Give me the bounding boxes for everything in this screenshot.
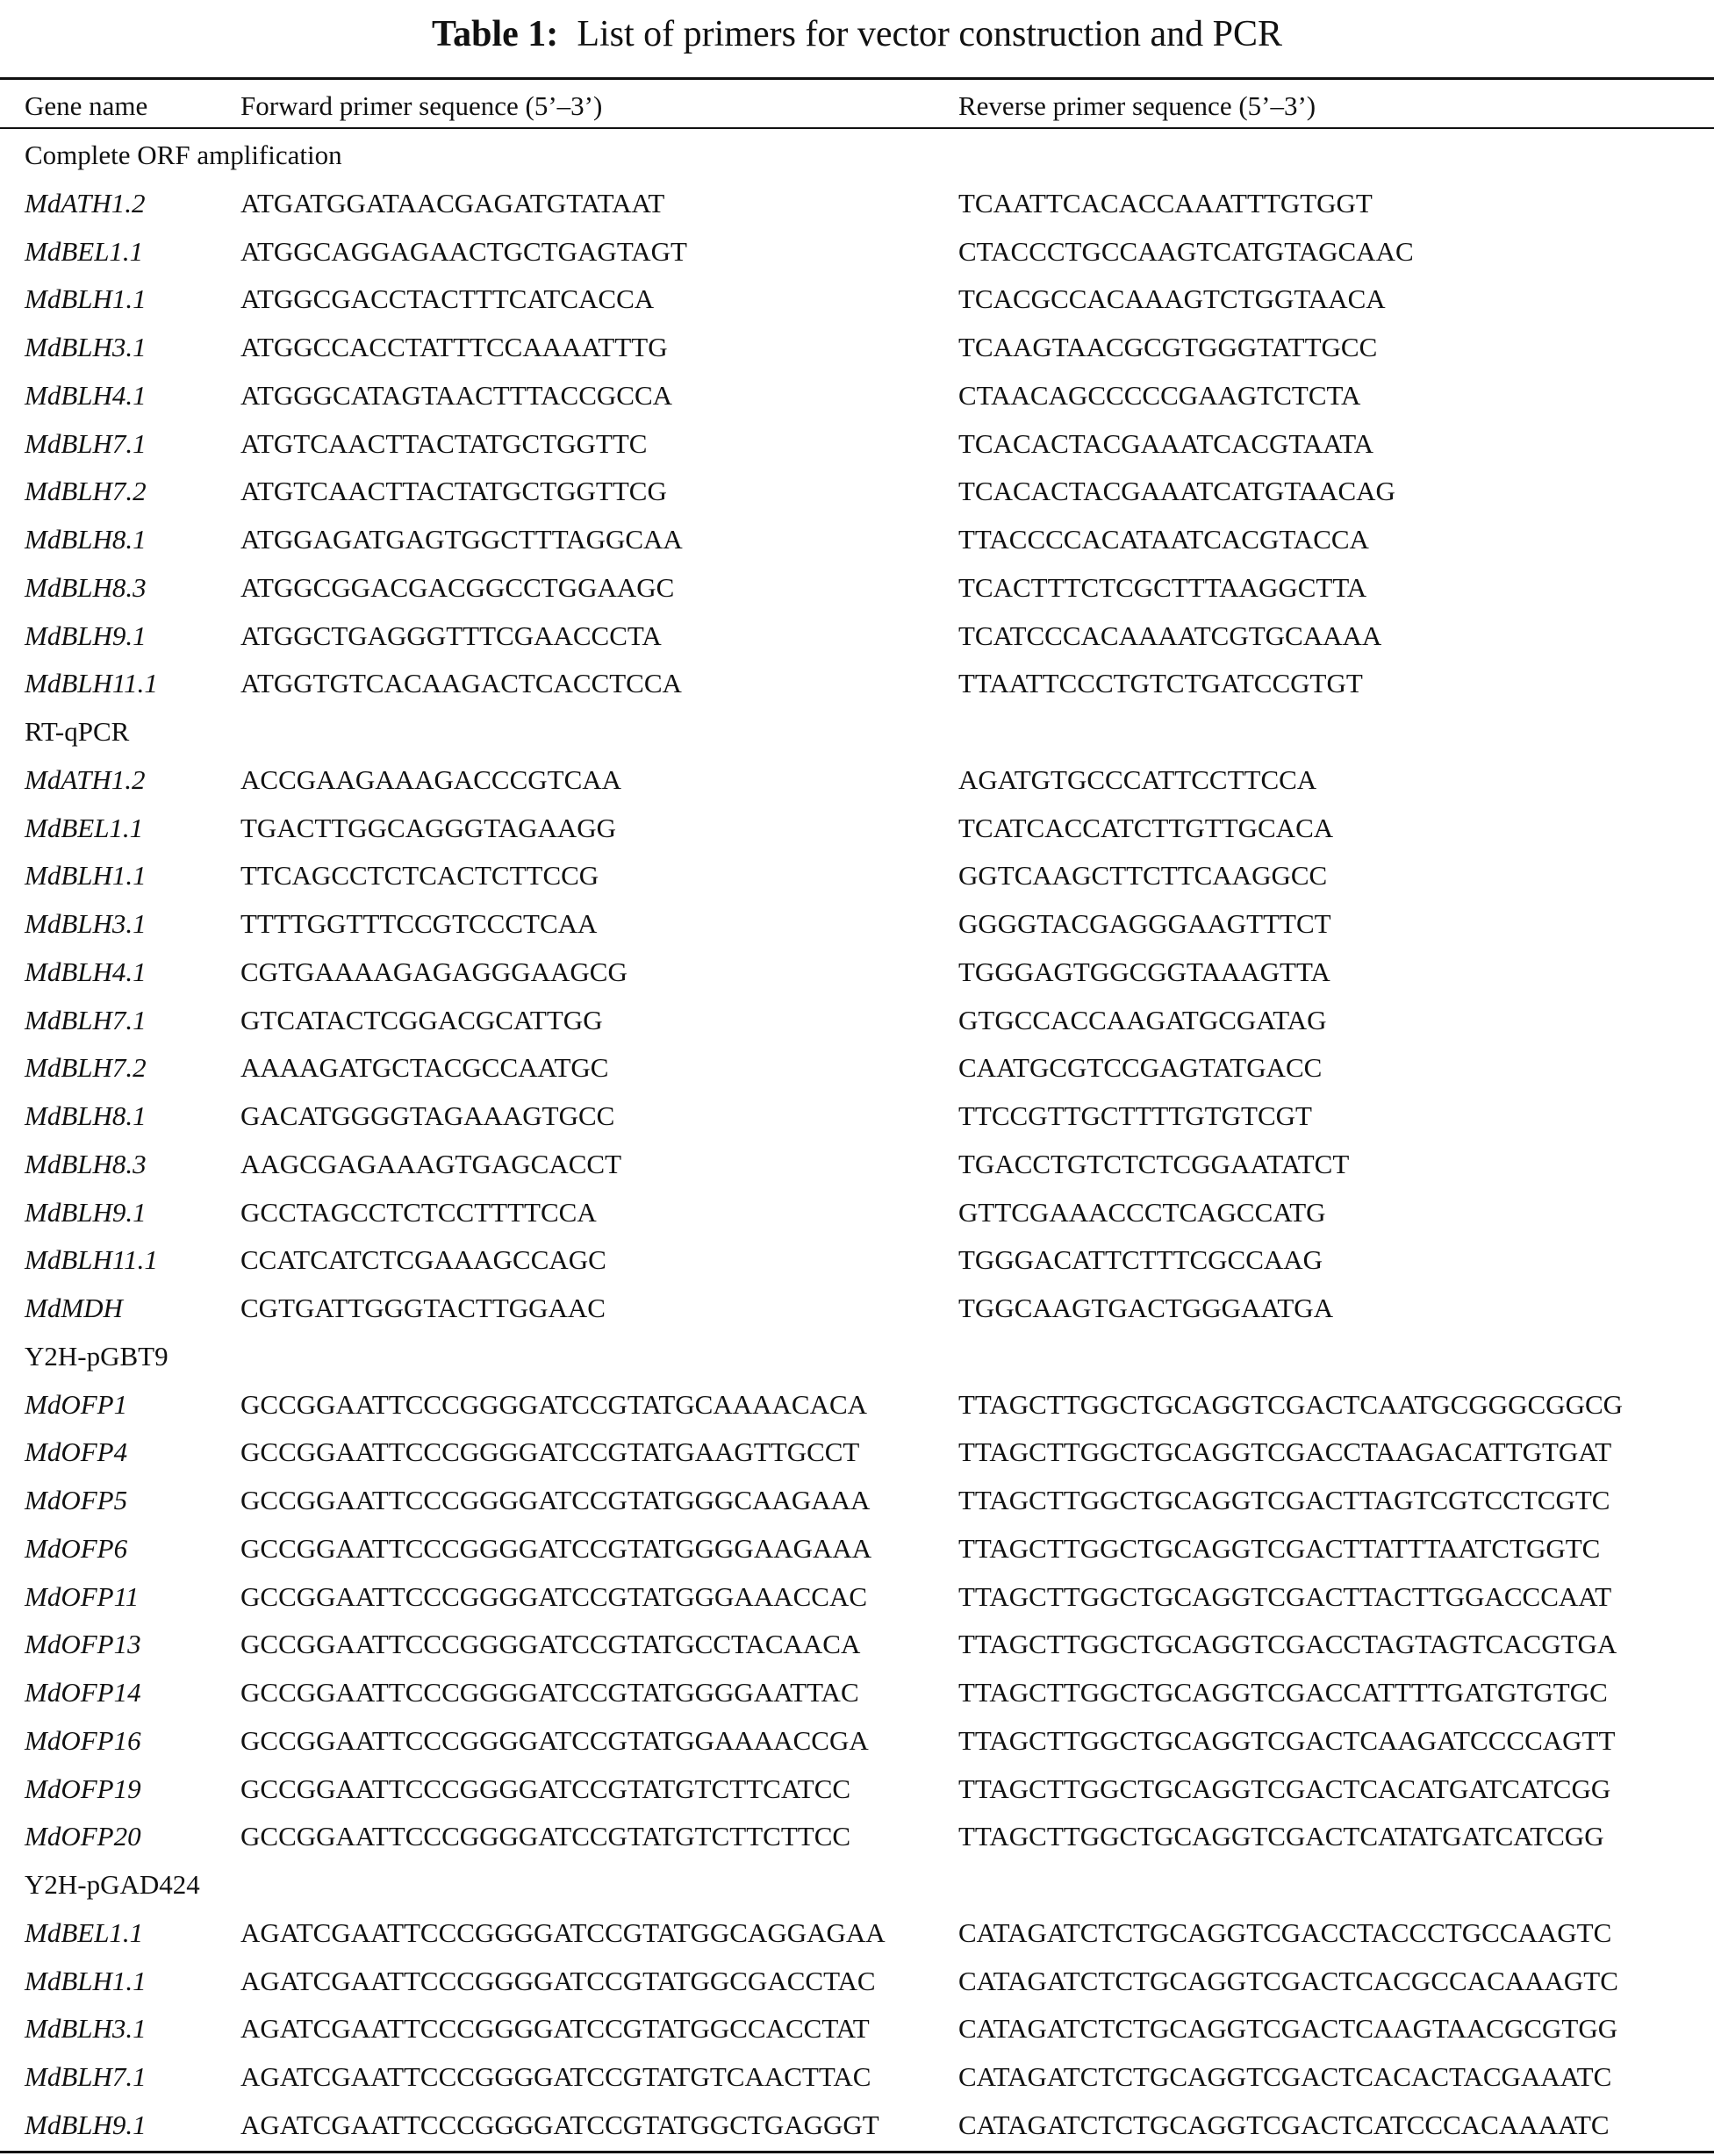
cell-forward-primer: ATGGCAGGAGAACTGCTGAGTAGT bbox=[240, 235, 687, 267]
section-title: RT-qPCR bbox=[25, 716, 130, 747]
cell-forward-primer: ATGTCAACTTACTATGCTGGTTC bbox=[240, 427, 648, 459]
cell-reverse-primer: TCACACTACGAAATCACGTAATA bbox=[958, 427, 1374, 459]
cell-gene-name: MdBLH1.1 bbox=[25, 1965, 147, 1996]
cell-forward-primer: CCATCATCTCGAAAGCCAGC bbox=[240, 1244, 606, 1276]
cell-forward-primer: GCCGGAATTCCCGGGGATCCGTATGAAGTTGCCT bbox=[240, 1436, 860, 1468]
cell-gene-name: MdOFP4 bbox=[25, 1436, 128, 1468]
table-row bbox=[0, 371, 1714, 419]
cell-gene-name: MdBLH7.1 bbox=[25, 427, 147, 459]
cell-gene-name: MdBLH7.1 bbox=[25, 2061, 147, 2092]
cell-reverse-primer: TGGGACATTCTTTCGCCAAG bbox=[958, 1244, 1323, 1276]
table-row bbox=[0, 1092, 1714, 1140]
table-row bbox=[0, 563, 1714, 612]
header-reverse-primer: Reverse primer sequence (5’–3’) bbox=[958, 90, 1316, 121]
section-header-row bbox=[0, 1860, 1714, 1909]
table-row bbox=[0, 1668, 1714, 1716]
cell-reverse-primer: TCAATTCACACCAAATTTGTGGT bbox=[958, 187, 1373, 218]
cell-reverse-primer: TTAGCTTGGCTGCAGGTCGACTTATTTAATCTGGTC bbox=[958, 1532, 1601, 1564]
cell-forward-primer: GCCGGAATTCCCGGGGATCCGTATGGGGAATTAC bbox=[240, 1677, 859, 1708]
cell-reverse-primer: CTACCCTGCCAAGTCATGTAGCAAC bbox=[958, 235, 1414, 267]
cell-gene-name: MdBLH3.1 bbox=[25, 332, 147, 362]
cell-gene-name: MdBLH11.1 bbox=[25, 1244, 158, 1276]
cell-reverse-primer: TTAGCTTGGCTGCAGGTCGACTCACATGATCATCGG bbox=[958, 1773, 1611, 1804]
section-header-row bbox=[0, 131, 1714, 179]
cell-gene-name: MdOFP6 bbox=[25, 1532, 128, 1564]
section-header-row bbox=[0, 1332, 1714, 1380]
table-row bbox=[0, 2052, 1714, 2101]
cell-gene-name: MdBLH3.1 bbox=[25, 908, 147, 939]
cell-gene-name: MdBLH9.1 bbox=[25, 2109, 147, 2140]
cell-reverse-primer: CATAGATCTCTGCAGGTCGACTCAAGTAACGCGTGG bbox=[958, 2013, 1618, 2045]
table-row bbox=[0, 804, 1714, 852]
cell-gene-name: MdBEL1.1 bbox=[25, 235, 144, 267]
cell-gene-name: MdBLH9.1 bbox=[25, 620, 147, 651]
table-row bbox=[0, 1909, 1714, 1957]
section-header-row bbox=[0, 707, 1714, 756]
cell-reverse-primer: TTAATTCCCTGTCTGATCCGTGT bbox=[958, 668, 1363, 699]
cell-gene-name: MdBLH8.3 bbox=[25, 1148, 147, 1179]
cell-reverse-primer: CATAGATCTCTGCAGGTCGACTCACGCCACAAAGTC bbox=[958, 1965, 1618, 1996]
cell-gene-name: MdOFP14 bbox=[25, 1677, 141, 1708]
cell-reverse-primer: TTCCGTTGCTTTTGTGTCGT bbox=[958, 1100, 1312, 1131]
cell-reverse-primer: TGACCTGTCTCTCGGAATATCT bbox=[958, 1148, 1350, 1179]
table-row bbox=[0, 996, 1714, 1044]
table-row bbox=[0, 1765, 1714, 1813]
cell-forward-primer: GCCGGAATTCCCGGGGATCCGTATGCAAAACACA bbox=[240, 1388, 868, 1420]
cell-forward-primer: GCCGGAATTCCCGGGGATCCGTATGTCTTCATCC bbox=[240, 1773, 851, 1804]
cell-gene-name: MdBLH3.1 bbox=[25, 2013, 147, 2045]
table-row bbox=[0, 756, 1714, 804]
cell-forward-primer: ATGATGGATAACGAGATGTATAAT bbox=[240, 187, 665, 218]
cell-forward-primer: AAGCGAGAAAGTGAGCACCT bbox=[240, 1148, 621, 1179]
cell-reverse-primer: TCATCCCACAAAATCGTGCAAAA bbox=[958, 620, 1382, 651]
table-row bbox=[0, 1188, 1714, 1236]
cell-forward-primer: GTCATACTCGGACGCATTGG bbox=[240, 1004, 603, 1035]
table-row bbox=[0, 659, 1714, 707]
cell-reverse-primer: TCAAGTAACGCGTGGGTATTGCC bbox=[958, 332, 1378, 362]
table-row bbox=[0, 2004, 1714, 2052]
cell-gene-name: MdBLH7.1 bbox=[25, 1004, 147, 1035]
table-row bbox=[0, 179, 1714, 227]
cell-reverse-primer: TCACGCCACAAAGTCTGGTAACA bbox=[958, 283, 1386, 315]
table-row bbox=[0, 1476, 1714, 1524]
cell-reverse-primer: TTAGCTTGGCTGCAGGTCGACCTAAGACATTGTGAT bbox=[958, 1436, 1612, 1468]
cell-gene-name: MdBLH8.1 bbox=[25, 524, 147, 555]
cell-forward-primer: CGTGAAAAGAGAGGGAAGCG bbox=[240, 956, 628, 987]
cell-reverse-primer: TTAGCTTGGCTGCAGGTCGACCATTTTGATGTGTGC bbox=[958, 1677, 1608, 1708]
cell-forward-primer: TTCAGCCTCTCACTCTTCCG bbox=[240, 860, 599, 892]
cell-reverse-primer: TTAGCTTGGCTGCAGGTCGACTTACTTGGACCCAAT bbox=[958, 1580, 1612, 1612]
table-row bbox=[0, 2101, 1714, 2149]
cell-gene-name: MdOFP19 bbox=[25, 1773, 141, 1804]
cell-forward-primer: ATGTCAACTTACTATGCTGGTTCG bbox=[240, 476, 667, 507]
cell-reverse-primer: TTAGCTTGGCTGCAGGTCGACTTAGTCGTCCTCGTC bbox=[958, 1485, 1610, 1515]
cell-reverse-primer: GTGCCACCAAGATGCGATAG bbox=[958, 1004, 1327, 1035]
table-row bbox=[0, 1812, 1714, 1860]
cell-gene-name: MdBLH8.1 bbox=[25, 1100, 147, 1131]
cell-gene-name: MdOFP13 bbox=[25, 1629, 141, 1660]
cell-reverse-primer: TCACTTTCTCGCTTTAAGGCTTA bbox=[958, 571, 1367, 603]
cell-reverse-primer: TTAGCTTGGCTGCAGGTCGACTCAATGCGGGCGGCG bbox=[958, 1388, 1624, 1420]
cell-reverse-primer: CTAACAGCCCCCGAAGTCTCTA bbox=[958, 379, 1361, 411]
cell-forward-primer: ATGGTGTCACAAGACTCACCTCCA bbox=[240, 668, 682, 699]
section-title: Complete ORF amplification bbox=[25, 140, 342, 170]
table-row bbox=[0, 1957, 1714, 2005]
table-row bbox=[0, 1140, 1714, 1188]
table-bottom-rule bbox=[0, 2151, 1714, 2153]
cell-forward-primer: GCCTAGCCTCTCCTTTTCCA bbox=[240, 1196, 597, 1228]
cell-reverse-primer: CATAGATCTCTGCAGGTCGACTCATCCCACAAAATC bbox=[958, 2109, 1610, 2140]
cell-reverse-primer: TTAGCTTGGCTGCAGGTCGACCTAGTAGTCACGTGA bbox=[958, 1629, 1617, 1660]
table-row bbox=[0, 1524, 1714, 1572]
cell-gene-name: MdOFP1 bbox=[25, 1388, 128, 1420]
cell-forward-primer: AGATCGAATTCCCGGGGATCCGTATGGCAGGAGAA bbox=[240, 1916, 886, 1948]
cell-forward-primer: ATGGAGATGAGTGGCTTTAGGCAA bbox=[240, 524, 683, 555]
cell-forward-primer: GACATGGGGTAGAAAGTGCC bbox=[240, 1100, 615, 1131]
cell-forward-primer: ATGGGCATAGTAACTTTACCGCCA bbox=[240, 379, 673, 411]
cell-reverse-primer: AGATGTGCCCATTCCTTCCA bbox=[958, 763, 1317, 795]
cell-gene-name: MdBLH1.1 bbox=[25, 283, 147, 315]
cell-forward-primer: ACCGAAGAAAGACCCGTCAA bbox=[240, 763, 622, 795]
table-row bbox=[0, 1572, 1714, 1621]
table-row bbox=[0, 612, 1714, 660]
table-row bbox=[0, 1043, 1714, 1092]
table-row bbox=[0, 323, 1714, 371]
cell-forward-primer: ATGGCCACCTATTTCCAAAATTTG bbox=[240, 332, 668, 362]
table-row bbox=[0, 419, 1714, 468]
table-row bbox=[0, 275, 1714, 323]
cell-forward-primer: ATGGCGACCTACTTTCATCACCA bbox=[240, 283, 655, 315]
cell-gene-name: MdOFP5 bbox=[25, 1485, 128, 1515]
cell-reverse-primer: CATAGATCTCTGCAGGTCGACTCACACTACGAAATC bbox=[958, 2061, 1612, 2092]
table-row bbox=[0, 1380, 1714, 1429]
cell-gene-name: MdOFP11 bbox=[25, 1580, 140, 1612]
cell-forward-primer: GCCGGAATTCCCGGGGATCCGTATGTCTTCTTCC bbox=[240, 1821, 851, 1852]
table-row bbox=[0, 1620, 1714, 1668]
cell-forward-primer: ATGGCGGACGACGGCCTGGAAGC bbox=[240, 571, 675, 603]
cell-forward-primer: AGATCGAATTCCCGGGGATCCGTATGGCCACCTAT bbox=[240, 2013, 870, 2045]
cell-gene-name: MdBLH4.1 bbox=[25, 379, 147, 411]
cell-forward-primer: AGATCGAATTCCCGGGGATCCGTATGGCTGAGGGT bbox=[240, 2109, 879, 2140]
cell-forward-primer: GCCGGAATTCCCGGGGATCCGTATGCCTACAACA bbox=[240, 1629, 861, 1660]
cell-forward-primer: CGTGATTGGGTACTTGGAAC bbox=[240, 1293, 606, 1323]
cell-forward-primer: GCCGGAATTCCCGGGGATCCGTATGGGGAAGAAA bbox=[240, 1532, 872, 1564]
cell-forward-primer: AGATCGAATTCCCGGGGATCCGTATGTCAACTTAC bbox=[240, 2061, 871, 2092]
cell-gene-name: MdBLH4.1 bbox=[25, 956, 147, 987]
table-row bbox=[0, 227, 1714, 276]
table-caption-label: Table 1: bbox=[431, 14, 559, 54]
table-row bbox=[0, 1236, 1714, 1284]
cell-reverse-primer: CATAGATCTCTGCAGGTCGACCTACCCTGCCAAGTC bbox=[958, 1916, 1612, 1948]
cell-reverse-primer: TTAGCTTGGCTGCAGGTCGACTCATATGATCATCGG bbox=[958, 1821, 1604, 1852]
cell-forward-primer: GCCGGAATTCCCGGGGATCCGTATGGGAAACCAC bbox=[240, 1580, 868, 1612]
cell-gene-name: MdBLH7.2 bbox=[25, 476, 147, 507]
cell-reverse-primer: TTACCCCACATAATCACGTACCA bbox=[958, 524, 1369, 555]
cell-forward-primer: TTTTGGTTTCCGTCCCTCAA bbox=[240, 908, 598, 939]
cell-gene-name: MdBEL1.1 bbox=[25, 1916, 144, 1948]
table-row bbox=[0, 1716, 1714, 1765]
cell-reverse-primer: GGGGTACGAGGGAAGTTTCT bbox=[958, 908, 1331, 939]
table-row bbox=[0, 1428, 1714, 1476]
cell-gene-name: MdATH1.2 bbox=[25, 187, 146, 218]
table-caption-text: List of primers for vector construction and PCR bbox=[577, 14, 1282, 54]
cell-gene-name: MdBLH9.1 bbox=[25, 1196, 147, 1228]
cell-gene-name: MdOFP20 bbox=[25, 1821, 141, 1852]
cell-gene-name: MdBEL1.1 bbox=[25, 812, 144, 843]
cell-reverse-primer: TCACACTACGAAATCATGTAACAG bbox=[958, 476, 1395, 507]
cell-forward-primer: ATGGCTGAGGGTTTCGAACCCTA bbox=[240, 620, 662, 651]
section-title: Y2H-pGBT9 bbox=[25, 1340, 169, 1372]
cell-gene-name: MdATH1.2 bbox=[25, 763, 146, 795]
table-row bbox=[0, 948, 1714, 996]
cell-reverse-primer: CAATGCGTCCGAGTATGACC bbox=[958, 1052, 1323, 1084]
cell-reverse-primer: TGGGAGTGGCGGTAAAGTTA bbox=[958, 956, 1330, 987]
cell-reverse-primer: GTTCGAAACCCTCAGCCATG bbox=[958, 1196, 1326, 1228]
table-row bbox=[0, 851, 1714, 899]
header-forward-primer: Forward primer sequence (5’–3’) bbox=[240, 90, 603, 121]
cell-gene-name: MdBLH8.3 bbox=[25, 571, 147, 603]
cell-gene-name: MdOFP16 bbox=[25, 1724, 141, 1756]
cell-reverse-primer: TCATCACCATCTTGTTGCACA bbox=[958, 812, 1334, 843]
table-row bbox=[0, 1284, 1714, 1332]
cell-reverse-primer: TTAGCTTGGCTGCAGGTCGACTCAAGATCCCCAGTT bbox=[958, 1724, 1616, 1756]
cell-forward-primer: GCCGGAATTCCCGGGGATCCGTATGGGCAAGAAA bbox=[240, 1485, 871, 1515]
cell-gene-name: MdBLH7.2 bbox=[25, 1052, 147, 1084]
table-row bbox=[0, 515, 1714, 563]
section-title: Y2H-pGAD424 bbox=[25, 1869, 200, 1900]
table-row bbox=[0, 899, 1714, 948]
table-row bbox=[0, 467, 1714, 515]
cell-reverse-primer: GGTCAAGCTTCTTCAAGGCC bbox=[958, 860, 1328, 892]
cell-gene-name: MdMDH bbox=[25, 1293, 123, 1323]
cell-forward-primer: AGATCGAATTCCCGGGGATCCGTATGGCGACCTAC bbox=[240, 1965, 876, 1996]
cell-forward-primer: AAAAGATGCTACGCCAATGC bbox=[240, 1052, 609, 1084]
cell-gene-name: MdBLH1.1 bbox=[25, 860, 147, 892]
header-gene-name: Gene name bbox=[25, 90, 148, 121]
cell-forward-primer: GCCGGAATTCCCGGGGATCCGTATGGAAAACCGA bbox=[240, 1724, 869, 1756]
cell-forward-primer: TGACTTGGCAGGGTAGAAGG bbox=[240, 812, 617, 843]
cell-reverse-primer: TGGCAAGTGACTGGGAATGA bbox=[958, 1293, 1334, 1323]
cell-gene-name: MdBLH11.1 bbox=[25, 668, 158, 699]
